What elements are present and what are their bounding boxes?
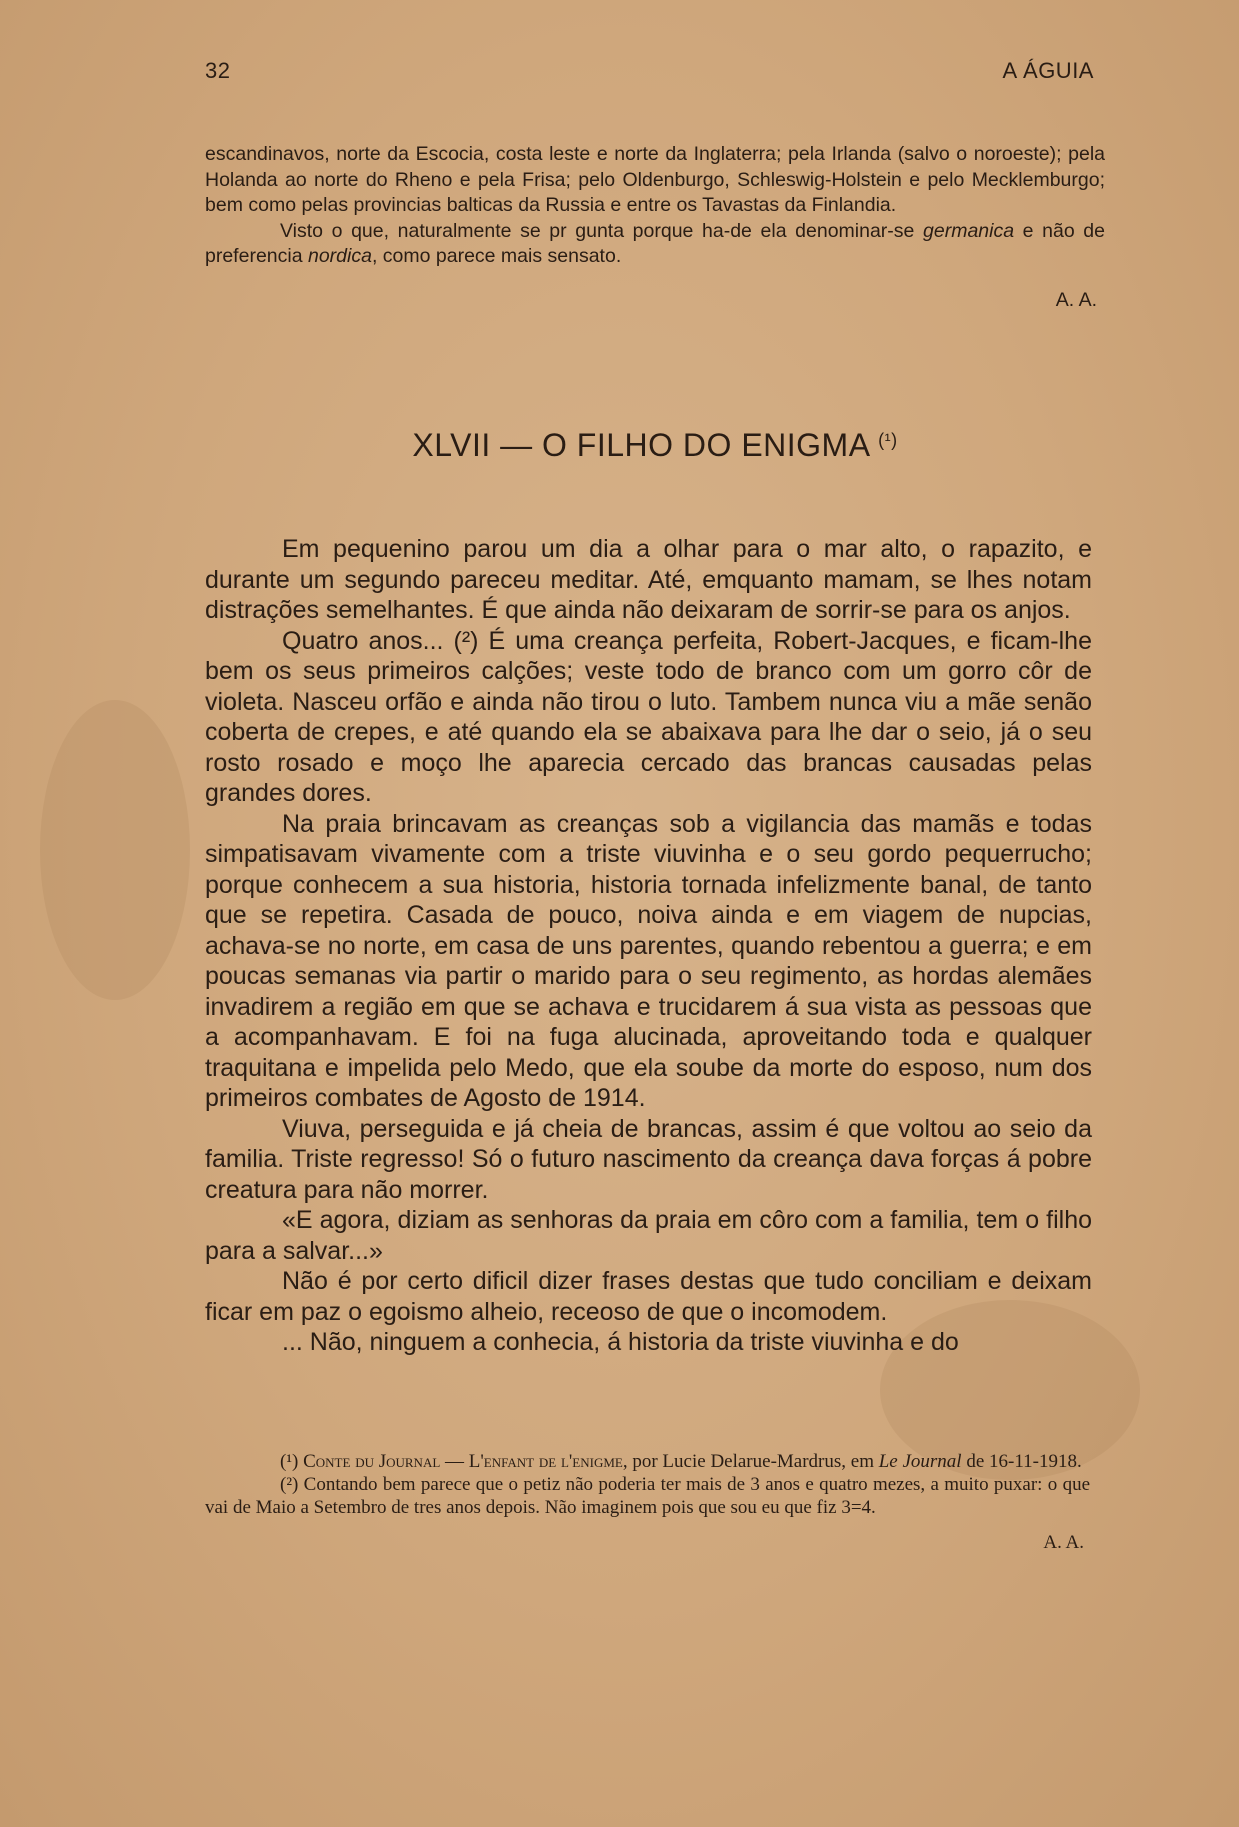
body-paragraph: Na praia brincavam as creanças sob a vigilancia das mamãs e todas simpatisavam vivamente com a triste viuvinha e o seu gordo pequerrucho; porque conhecem a sua historia, historia tornada infelizmente banal, de tanto que se repetira. Casada de pouco, noiva ainda e em viagem de nupcias, achava-se no norte, em casa de uns parentes, quando rebentou a guerra; e em poucas semanas via partir o marido para o seu regimento, as hordas alemães invadirem a região em que se achava e trucidarem á sua vista as pessoas que a acompanhavam. E foi na fuga alucinada, aproveitando toda e qualquer traquitana e impelida pelo Medo, que ela soube da morte do esposo, num dos primeiros combates de Agosto de 1914. (205, 809, 1092, 1112)
chapter-title-text: XLVII — O FILHO DO ENIGMA (412, 427, 879, 463)
footnote-ref: (¹) (878, 430, 898, 450)
body-paragraph: Em pequenino parou um dia a olhar para o mar alto, o rapazito, e durante um segundo pareceu meditar. Até, emquanto mamam, se lhes notam distrações semelhantes. É que ainda não deixaram de sorrir-se para os anjos. (205, 535, 1092, 624)
page-header (205, 58, 1094, 88)
footnote-signature: A. A. (1043, 1532, 1084, 1553)
body-paragraph: Quatro anos... (²) É uma creança perfeita, Robert-Jacques, e ficam-lhe bem os seus primeiros calções; veste todo de branco com um gorro côr de violeta. Nasceu orfão e ainda não tirou o luto. Tambem nunca viu a mãe senão coberta de crepes, e até quando ela se abaixava para lhe dar o seio, já o seu rosto rosado e moço lhe aparecia cercado das brancas causadas pelas grandes dores. (205, 626, 1092, 807)
chapter-title (205, 427, 1105, 464)
body-paragraph: ... Não, ninguem a conhecia, á historia da triste viuvinha e do (282, 1328, 959, 1356)
paper-stain (40, 700, 190, 1000)
page-number: 32 (205, 58, 231, 83)
article-body (205, 534, 1092, 1358)
previous-article-end (205, 142, 1105, 313)
footnote-mark: (¹) (280, 1451, 304, 1472)
prev-paragraph (205, 219, 1105, 270)
running-title: A ÁGUIA (1002, 58, 1094, 83)
footnotes (205, 1450, 1090, 1554)
footnote-source: Conte du Journal — L'enfant de l'enigme, (303, 1451, 628, 1472)
body-paragraph: Não é por certo dificil dizer frases destas que tudo conciliam e deixam ficar em paz o egoismo alheio, receoso de que o incomodem. (205, 1267, 1092, 1326)
prev-emphasis: germanica (923, 219, 1015, 242)
prev-text: e não de preferencia (205, 219, 1105, 267)
prev-text: Visto o que, naturalmente se pr gunta porque ha-de ela denominar-se (280, 219, 924, 242)
footnote-publication: Le Journal (878, 1451, 962, 1472)
prev-signature: A. A. (1055, 288, 1097, 311)
prev-paragraph: escandinavos, norte da Escocia, costa leste e norte da Inglaterra; pela Irlanda (salvo o noroeste); pela Holanda ao norte do Rheno e pela Frisa; pelo Oldenburgo, Schleswig-Holstein e pelo Mecklemburgo; bem como pelas provincias balticas da Russia e entre os Tavastas da Finlandia. (205, 143, 1105, 216)
footnote-text: de 16-11-1918. (961, 1451, 1082, 1472)
prev-emphasis: nordica (307, 245, 372, 267)
footnote-1 (205, 1450, 1090, 1473)
footnote-2: (²) Contando bem parece que o petiz não poderia ter mais de 3 anos e quatro mezes, a muito puxar: o que vai de Maio a Setembro de tres anos depois. Não imaginem pois que sou eu que fiz 3=4. (205, 1474, 1090, 1518)
prev-text: , como parece mais sensato. (371, 245, 622, 267)
body-paragraph: «E agora, diziam as senhoras da praia em côro com a familia, tem o filho para a salvar...» (205, 1206, 1092, 1265)
footnote-text: por Lucie Delarue-Mardrus, em (627, 1451, 879, 1472)
body-paragraph: Viuva, perseguida e já cheia de brancas, assim é que voltou ao seio da familia. Triste regresso! Só o futuro nascimento da creança dava forças á pobre creatura para não morrer. (205, 1114, 1092, 1204)
